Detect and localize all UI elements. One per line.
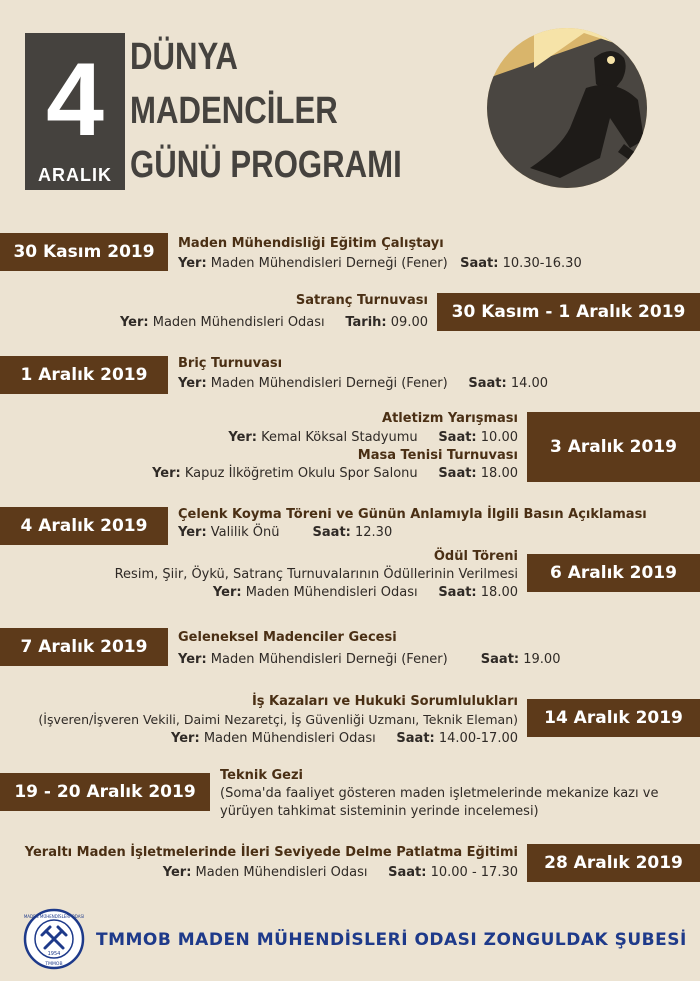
event-date-bar: 3 Aralık 2019 (527, 412, 700, 482)
event-location: Maden Mühendisleri Odası (245, 585, 418, 600)
day-number: 4 (46, 42, 104, 158)
event-location: Maden Mühendisleri Derneği (Fener) (210, 376, 448, 391)
title-line-3: GÜNÜ PROGRAMI (130, 144, 402, 186)
event-date-bar: 30 Kasım 2019 (0, 233, 168, 271)
event-time: 14.00 (510, 376, 549, 391)
event-location: Maden Mühendisleri Derneği (Fener) (210, 256, 448, 271)
event-location: Maden Mühendisleri Odası (203, 731, 376, 746)
event-location: Maden Mühendisleri Odası (152, 315, 325, 330)
page-title (130, 30, 402, 192)
event-location-line-2: Yer: Kapuz İlköğretim Okulu Spor Salonu Saat: 18.00 (152, 466, 518, 481)
event-description: (İşveren/İşveren Vekili, Daimi Nezaretçi, İş Güvenliği Uzmanı, Teknik Eleman) (38, 712, 518, 727)
event-title: Geleneksel Madenciler Gecesi (178, 630, 397, 645)
event-location-line: Yer: Maden Mühendisleri Derneği (Fener) Saat: 19.00 (178, 652, 561, 667)
event-description: Resim, Şiir, Öykü, Satranç Turnuvalarının Ödüllerinin Verilmesi (114, 567, 518, 582)
title-line-2: MADENCİLER (130, 90, 338, 132)
event-date-bar: 6 Aralık 2019 (527, 554, 700, 592)
event-date-bar: 14 Aralık 2019 (527, 699, 700, 737)
event-location: Maden Mühendisleri Odası (195, 865, 368, 880)
event-time-2: 18.00 (480, 466, 518, 481)
event-title: Çelenk Koyma Töreni ve Günün Anlamıyla İlgili Basın Açıklaması (178, 507, 647, 522)
event-title: Yeraltı Maden İşletmelerinde İleri Seviyede Delme Patlatma Eğitimi (24, 845, 518, 860)
event-location: Valilik Önü (210, 525, 280, 540)
event-location-line: Yer: Maden Mühendisleri Derneği (Fener) Saat: 10.30-16.30 (178, 256, 582, 271)
event-date-bar: 7 Aralık 2019 (0, 628, 168, 666)
day-badge (25, 33, 125, 190)
event-title: Teknik Gezi (220, 768, 303, 783)
event-date-bar: 1 Aralık 2019 (0, 356, 168, 394)
event-location-line: Yer: Valilik Önü Saat: 12.30 (178, 525, 393, 540)
svg-text:1954: 1954 (47, 951, 61, 957)
day-month: ARALIK (38, 165, 112, 185)
event-title: Ödül Töreni (433, 549, 518, 564)
svg-text:MADEN MÜHENDİSLERİ ODASI: MADEN MÜHENDİSLERİ ODASI (23, 914, 85, 919)
event-time: 18.00 (480, 585, 518, 600)
event-description: (Soma'da faaliyet gösteren maden işletmelerinde mekanize kazı ve (220, 786, 659, 801)
event-location: Maden Mühendisleri Derneği (Fener) (210, 652, 448, 667)
event-time: 14.00-17.00 (438, 731, 518, 746)
event-title: Satranç Turnuvası (295, 293, 428, 308)
footer (0, 900, 700, 981)
event-time: 09.00 (390, 315, 428, 330)
event-time: 10.30-16.30 (502, 256, 582, 271)
event-title: İş Kazaları ve Hukuki Sorumlulukları (251, 694, 518, 709)
event-location: Kemal Köksal Stadyumu (261, 430, 418, 445)
event-title: Briç Turnuvası (178, 356, 283, 371)
event-description-2: yürüyen tahkimat sisteminin yerinde incelemesi) (220, 804, 539, 819)
event-location-line: Yer: Maden Mühendisleri Derneği (Fener) Saat: 14.00 (178, 376, 549, 391)
event-title: Atletizm Yarışması (382, 411, 518, 426)
event-time: 10.00 (480, 430, 518, 445)
event-time: 19.00 (523, 652, 561, 667)
event-location-line: Yer: Maden Mühendisleri Odası Saat: 10.00 - 17.30 (162, 865, 518, 880)
event-date-bar: 4 Aralık 2019 (0, 507, 168, 545)
event-title: Maden Mühendisliği Eğitim Çalıştayı (178, 236, 444, 251)
event-location-2: Kapuz İlköğretim Okulu Spor Salonu (184, 466, 418, 481)
event-location-line: Yer: Maden Mühendisleri Odası Saat: 14.00-17.00 (171, 731, 518, 746)
footer-organization: TMMOB MADEN MÜHENDİSLERİ ODASI ZONGULDAK ŞUBESİ (96, 930, 687, 950)
event-location-line: Yer: Maden Mühendisleri Odası Tarih: 09.00 (119, 315, 428, 330)
event-time: 10.00 - 17.30 (430, 865, 518, 880)
miner-illustration (474, 28, 660, 188)
chamber-logo (23, 908, 85, 970)
event-date-bar: 19 - 20 Aralık 2019 (0, 773, 210, 811)
event-date-bar: 28 Aralık 2019 (527, 844, 700, 882)
event-title-2: Masa Tenisi Turnuvası (357, 448, 518, 463)
event-time: 12.30 (355, 525, 393, 540)
event-date-bar: 30 Kasım - 1 Aralık 2019 (437, 293, 700, 331)
event-location-line: Yer: Maden Mühendisleri Odası Saat: 18.00 (212, 585, 518, 600)
event-location-line: Yer: Kemal Köksal Stadyumu Saat: 10.00 (228, 430, 518, 445)
svg-text:TMMOB: TMMOB (45, 962, 63, 967)
title-line-1: DÜNYA (130, 36, 238, 78)
